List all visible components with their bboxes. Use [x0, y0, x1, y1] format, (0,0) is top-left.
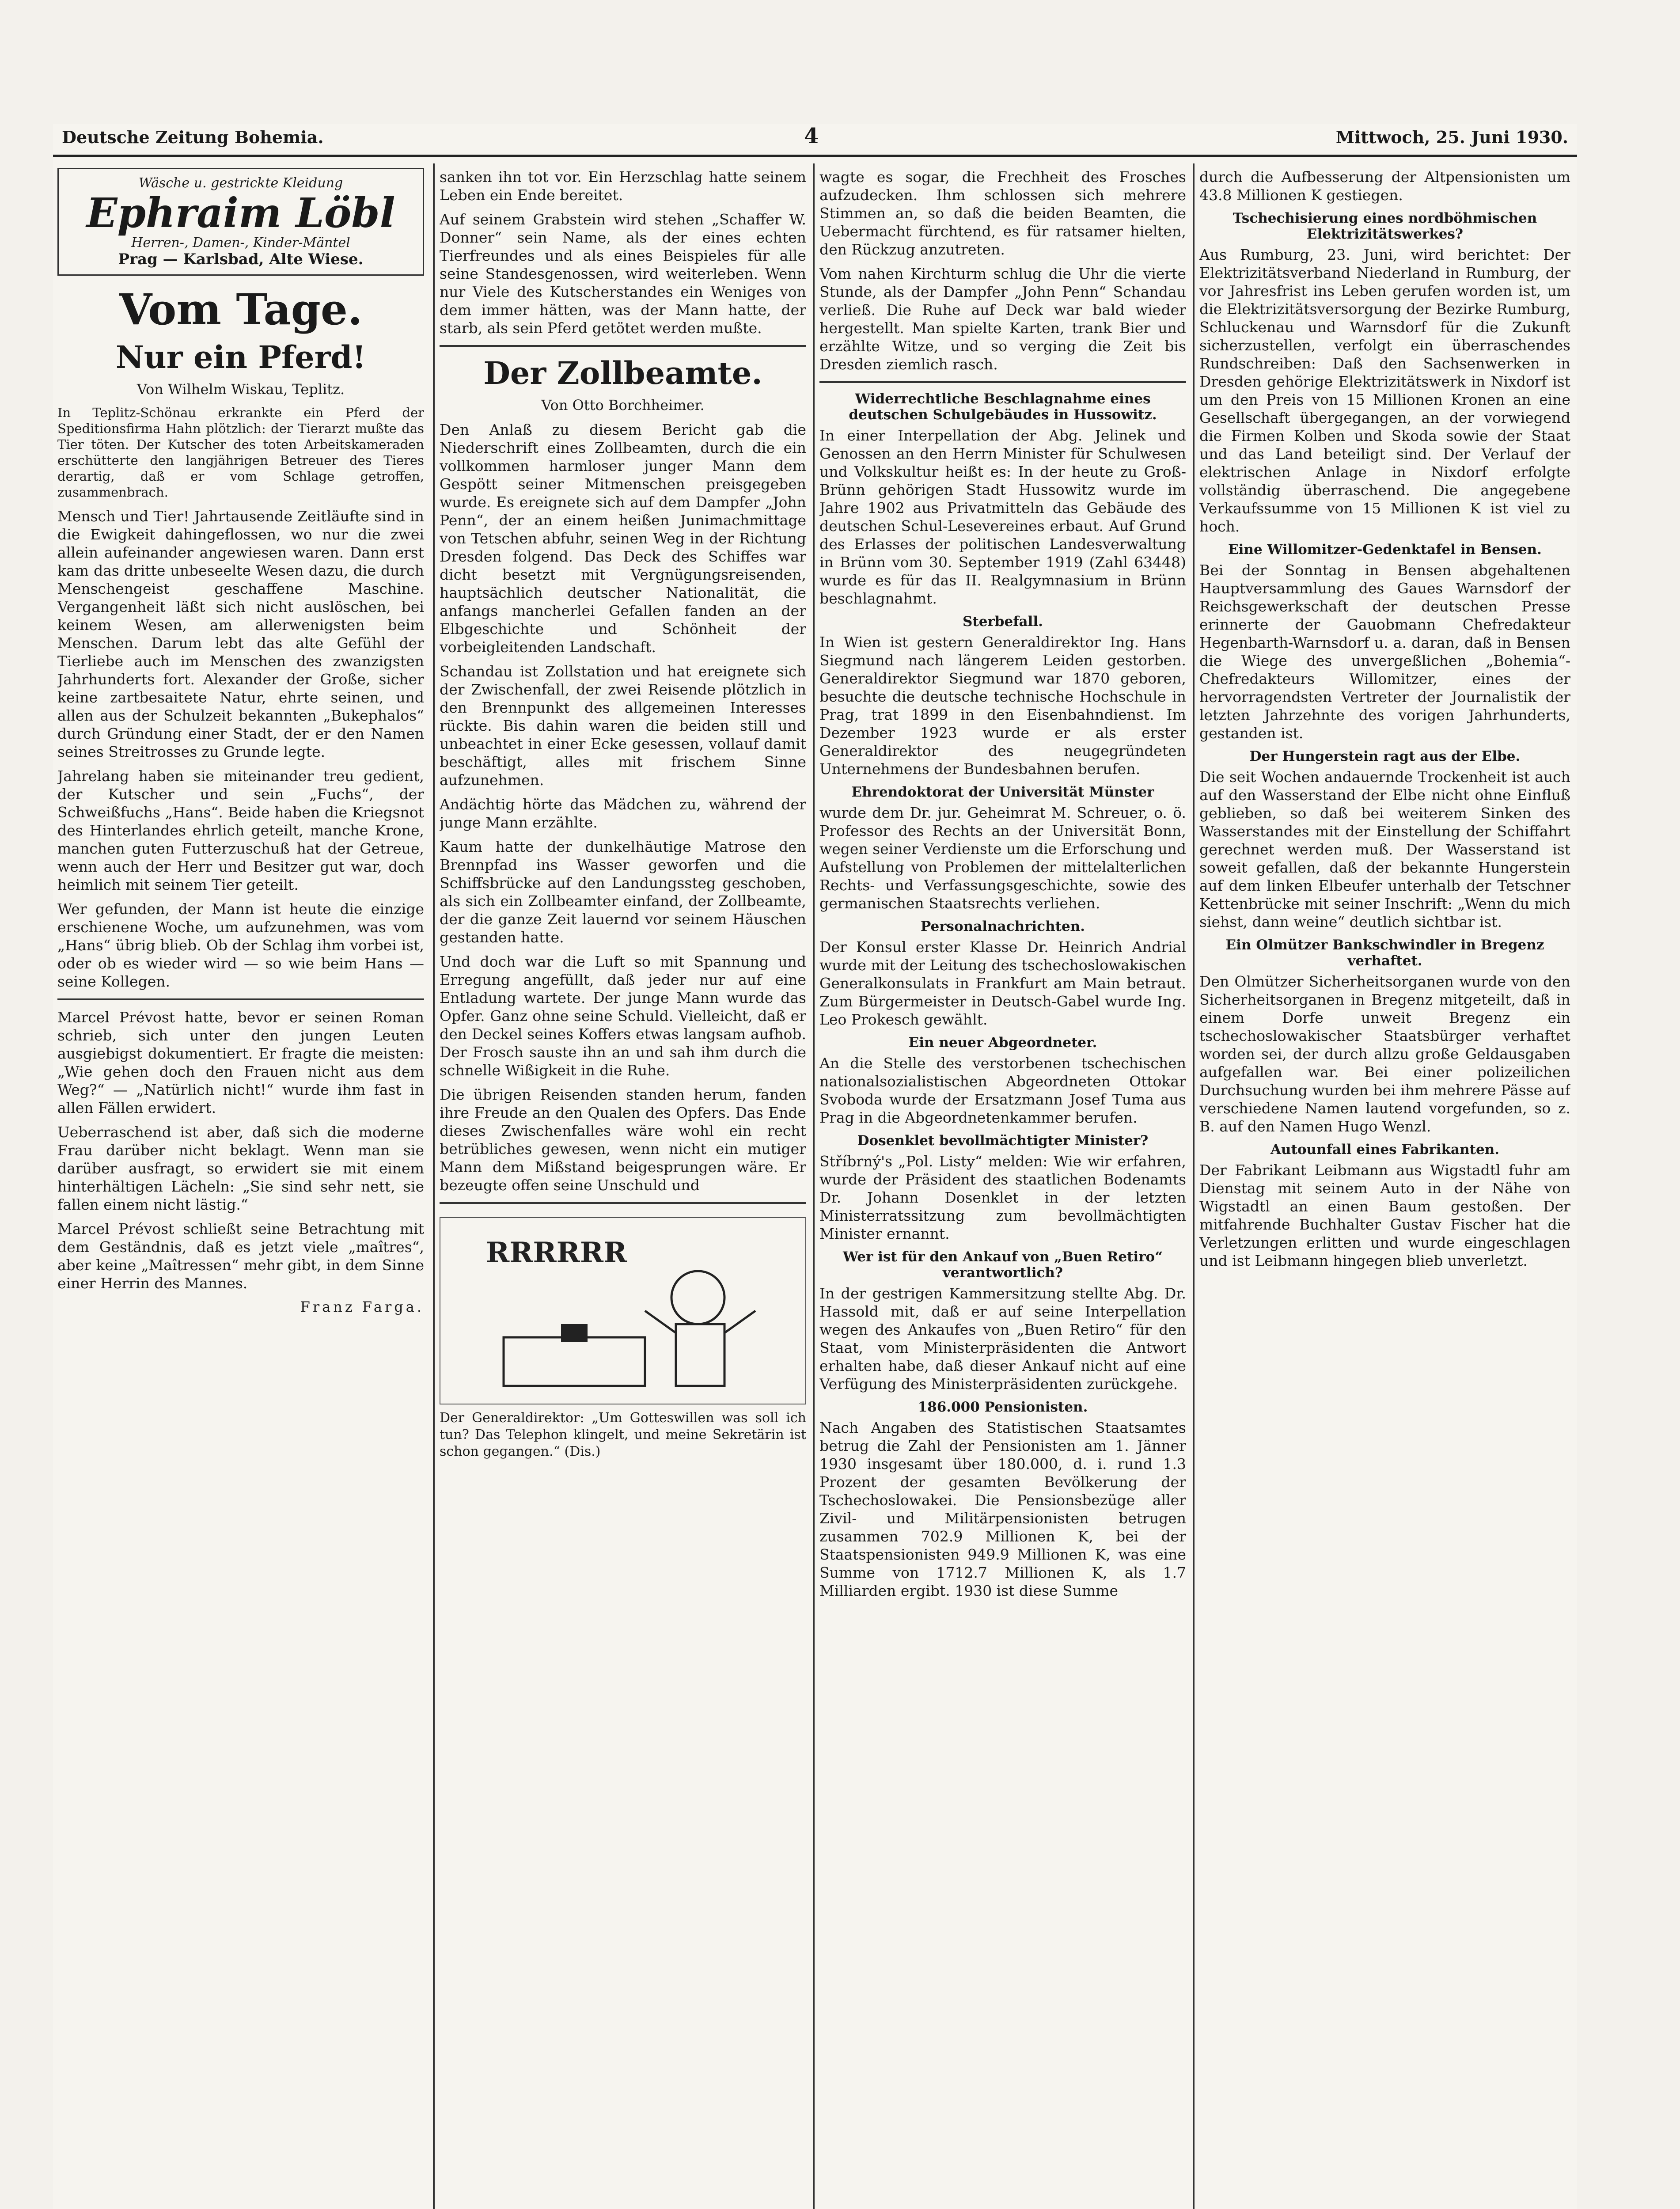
news-item-text: Stříbrný's „Pol. Listy“ melden: Wie wir erfahren, wurde der Präsident des staatlichen Bodenamts Dr. Johann Dosenklet in der letzten Ministerratssitzung zum bevollmächtigten Minister ernannt.	[819, 1153, 1186, 1242]
desk-icon	[504, 1337, 645, 1386]
man-arm-icon	[724, 1311, 755, 1333]
article-paragraph: Vom nahen Kirchturm schlug die Uhr die vierte Stunde, als der Dampfer „John Penn“ Schandau verließ. Die Ruhe auf Deck war bald wieder hergestellt. Man spielte Karten, trank Bier und erzählte Witze, und so verging die Zeit bis Dresden ziemlich rasch.	[819, 265, 1186, 373]
article-byline: Von Otto Borchheimer.	[541, 397, 705, 414]
news-item-text: Der Fabrikant Leibmann aus Wigstadtl fuhr am Dienstag mit seinem Auto in der Nähe von Wigstadtl an einen Baum gestoßen. Der mitfahrende Buchhalter Gustav Fischer hat die Verletzungen erlitten und wurde eingeschlagen und ist Leibmann hingegen blieb unverletzt.	[1199, 1161, 1570, 1269]
news-item-heading: Sterbefall.	[963, 614, 1043, 630]
man-arm-icon	[645, 1311, 676, 1333]
cartoon-caption-credit: (Dis.)	[564, 1444, 601, 1459]
news-item-heading: Der Hungerstein ragt aus der Elbe.	[1249, 748, 1521, 764]
column-1	[57, 168, 424, 2209]
article-byline: Von Wilhelm Wiskau, Teplitz.	[137, 381, 345, 398]
news-item-text: Den Olmützer Sicherheitsorganen wurde von den Sicherheitsorganen in Bregenz mitgeteilt, daß in einem Dorfe unweit Bregenz ein tschechoslowakischer Staatsbürger verhaftet worden sei, der durch allzu große Geldausgaben aufgefallen war. Bei einer polizeilichen Durchsuchung wurden bei ihm mehrere Pässe auf verschiedene Namen lautend vorgefunden, so z. B. auf den Namen Hugo Wenzl.	[1199, 973, 1570, 1135]
news-item	[819, 391, 1186, 607]
article-paragraph: Den Anlaß zu diesem Bericht gab die Niederschrift eines Zollbeamten, durch die ein vollkommen harmloser junger Mann dem Gespött seiner Mitmenschen preisgegeben wurde. Es ereignete sich auf dem Dampfer „John Penn“, der an einem heißen Junimachmittage von Tetschen abfuhr, seinen Weg in der Richtung Dresden folgend. Das Deck des Schiffes war dicht besetzt mit Vergnügungsreisenden, hauptsächlich deutscher Nationalität, die anfangs mancherlei Gefallen fanden an der Elbgeschichte und Schönheit der vorbeigleitenden Landschaft.	[440, 421, 806, 656]
article-paragraph: Die übrigen Reisenden standen herum, fanden ihre Freude an den Qualen des Opfers. Das Ende dieses Zwischenfalles wäre wohl ein recht betrübliches gewesen, wenn nicht ein mutiger Mann dem Mißstand beigesprungen wäre. Er bezeugte offen seine Unschuld und	[440, 1086, 806, 1194]
article-paragraph: Marcel Prévost schließt seine Betrachtung mit dem Geständnis, daß es jetzt viele „maîtres“, aber keine „Maîtressen“ mehr gibt, in dem Sinne einer Herrin des Mannes.	[57, 1220, 424, 1292]
column-3	[819, 168, 1186, 2209]
news-item	[819, 1249, 1186, 1393]
running-head-paper-name: Deutsche Zeitung Bohemia.	[62, 127, 324, 147]
article-paragraph: sanken ihn tot vor. Ein Herzschlag hatte seinem Leben ein Ende bereitet.	[440, 168, 806, 204]
running-head	[53, 124, 1577, 157]
divider	[440, 345, 806, 347]
ad-brand: Ephraim Löbl	[86, 189, 395, 237]
column-4	[1199, 168, 1570, 2209]
ad-tagline-bottom: Herren-, Damen-, Kinder-Mäntel	[131, 235, 350, 251]
cartoon-caption-text: Der Generaldirektor: „Um Gotteswillen was soll ich tun? Das Telephon klingelt, und meine Sekretärin ist schon gegangen.“	[440, 1410, 806, 1459]
telephone-icon	[561, 1324, 588, 1342]
news-item-text: In einer Interpellation der Abg. Jelinek und Genossen an den Herrn Minister für Schulwesen und Volkskultur heißt es: In der heute zu Groß-Brünn gehörigen Stadt Hussowitz wurde im Jahre 1902 aus Privatmitteln das Gebäude des deutschen Schul-Lesevereines erbaut. Auf Grund des Erlasses der politischen Landesverwaltung in Brünn vom 30. September 1919 (Zahl 63448) wurde es für das II. Realgymnasium in Brünn beschlagnahmt.	[819, 427, 1186, 607]
ad-tagline-top: Wäsche u. gestrickte Kleidung	[138, 175, 343, 191]
news-item-text: Nach Angaben des Statistischen Staatsamtes betrug die Zahl der Pensionisten am 1. Jänner 1930 insgesamt über 180.000, d. i. rund 1.3 Prozent der gesamten Bevölkerung der Tschechoslowakei. Die Pensionsbezüge aller Zivil- und Militärpensionisten betrugen zusammen 702.9 Millionen K, bei der Staatspensionisten 949.9 Millionen K, was eine Summe von 1712.7 Millionen K, als 1.7 Milliarden ergibt. 1930 ist diese Summe	[819, 1419, 1186, 1599]
divider	[819, 381, 1186, 383]
news-item	[1199, 748, 1570, 931]
newspaper-page	[53, 124, 1577, 2209]
cartoon-illustration	[440, 1217, 806, 1404]
column-rule	[1193, 163, 1195, 2209]
news-item	[819, 1133, 1186, 1243]
divider	[57, 998, 424, 1000]
article-paragraph: Auf seinem Grabstein wird stehen „Schaffer W. Donner“ sein Name, als der eines echten Tierfreundes und als eines Beispieles für alle seine Standesgenossen, wird weiterleben. Wenn nur Viele des Kutscherstandes ein Weniges von dem immer hätten, was der Mann hatte, der starb, als sein Pferd getötet werden mußte.	[440, 211, 806, 337]
news-item-heading: Ein neuer Abgeordneter.	[908, 1035, 1097, 1051]
news-item-text: In Wien ist gestern Generaldirektor Ing. Hans Siegmund nach längerem Leiden gestorben. Generaldirektor Siegmund war 1870 geboren, besuchte die deutsche technische Hochschule in Prag, trat 1899 in den Eisenbahndienst. Im Dezember 1923 wurde er als erster Generaldirektor des neugegründeten Unternehmens der Bundesbahnen berufen.	[819, 634, 1186, 778]
news-item-heading: 186.000 Pensionisten.	[918, 1399, 1088, 1415]
ad-cities: Prag — Karlsbad, Alte Wiese.	[118, 251, 364, 268]
news-item	[819, 1035, 1186, 1127]
column-rule	[813, 163, 815, 2209]
man-body-icon	[676, 1324, 724, 1386]
news-item-text: Der Konsul erster Klasse Dr. Heinrich Andrial wurde mit der Leitung des tschechoslowakischen Generalkonsulats in Frankfurt am Main betraut. Zum Bürgermeister in Deutsch-Gabel wurde Ing. Leo Prokesch gewählt.	[819, 938, 1186, 1028]
news-item	[819, 919, 1186, 1029]
news-item-heading: Autounfall eines Fabrikanten.	[1270, 1142, 1500, 1158]
news-item-heading: Ehrendoktorat der Universität Münster	[851, 784, 1154, 800]
news-item	[1199, 937, 1570, 1135]
news-item-heading: Personalnachrichten.	[921, 919, 1085, 934]
news-item	[1199, 210, 1570, 535]
article-intro: In Teplitz-Schönau erkrankte ein Pferd der Speditionsfirma Hahn plötzlich: der Tierarzt mußte das Tier töten. Der Kutscher des toten Arbeitskameraden erschütterte den langjährigen Betreuer des Tieres derartig, daß er vom Schlage getroffen, zusammenbrach.	[57, 405, 424, 500]
advertisement	[57, 168, 424, 276]
article-paragraph: Schandau ist Zollstation und hat ereignete sich der Zwischenfall, der zwei Reisende plötzlich in den Brennpunkt des allgemeinen Interesses rückte. Bis dahin waren die beiden still und unbeachtet in einer Ecke gesessen, vollauf damit beschäftigt, alles mit frischem Sinne aufzunehmen.	[440, 663, 806, 789]
running-head-date: Mittwoch, 25. Juni 1930.	[1335, 127, 1568, 147]
article-paragraph: Mensch und Tier! Jahrtausende Zeitläufte sind in die Ewigkeit dahingeflossen, wo nur die zwei allein aufeinander angewiesen waren. Dann erst kam das dritte unbeseelte Wesen dazu, die durch Menschengeist geschaffene Maschine. Vergangenheit läßt sich nicht auslöschen, bei keinem Wesen, am allerwenigsten beim Menschen. Darum lebt das alte Gefühl der Tierliebe auch im Menschen des zwanzigsten Jahrhunderts fort. Alexander der Große, sicher keine zartbesaitete Natur, ehrte seinen, und allen aus der Schulzeit bekannten „Bukephalos“ durch Gründung einer Stadt, der er den Namen seines Streitrosses zu Grunde legte.	[57, 508, 424, 760]
column-rule	[433, 163, 435, 2209]
news-item-text: An die Stelle des verstorbenen tschechischen nationalsozialistischen Abgeordneten Ottokar Svoboda wurde der Ersatzmann Josef Tuma aus Prag in die Abgeordnetenkammer berufen.	[819, 1055, 1186, 1126]
man-head-icon	[671, 1271, 724, 1324]
news-item-heading: Eine Willomitzer-Gedenktafel in Bensen.	[1228, 542, 1542, 558]
news-item	[1199, 542, 1570, 742]
news-item-heading: Wer ist für den Ankauf von „Buen Retiro“ verantwortlich?	[842, 1249, 1163, 1281]
divider	[440, 1202, 806, 1204]
page-number: 4	[804, 124, 819, 148]
news-item-text: Aus Rumburg, 23. Juni, wird berichtet: Der Elektrizitätsverband Niederland in Rumburg, der vor Jahresfrist ins Leben gerufen worden ist, um die Elektrizitätsversorgung der Bezirke Rumburg, Schluckenau und Warnsdorf für die Zukunft sicherzustellen, verfolgt ein überraschendes Rundschreiben: Daß den Sachsenwerken in Dresden gehörige Elektrizitätswerk in Nixdorf ist um den Preis von 15 Millionen Kronen an eine Gesellschaft übergegangen, an der vorwiegend die Firmen Kolben und Skoda sowie der Staat und das Land beteiligt sind. Der Verlauf der elektrischen Anlage in Nixdorf erfolgte vollständig überraschend. Die angegebene Verkaufssumme von 15 Millionen K ist viel zu hoch.	[1199, 246, 1570, 535]
news-item-text: Bei der Sonntag in Bensen abgehaltenen Hauptversammlung des Gaues Warnsdorf der Reichsgewerkschaft der deutschen Presse erinnerte der Gauobmann Chefredakteur Hegenbarth-Warnsdorf u. a. daran, daß in Bensen die Wiege des unvergeßlichen „Bohemia“-Chefredakteurs Willomitzer, eines der hervorragendsten Vertreter der Journalistik der letzten Jahrzehnte des vorigen Jahrhunderts, gestanden ist.	[1199, 562, 1570, 742]
news-item-heading: Ein Olmützer Bankschwindler in Bregenz verhaftet.	[1225, 937, 1544, 969]
news-item	[1199, 1142, 1570, 1270]
news-item-text: Die seit Wochen andauernde Trockenheit ist auch auf den Wasserstand der Elbe nicht ohne Einfluß geblieben, so daß bei weiterem Sinken des Wasserstandes mit der Einstellung der Schiffahrt gerechnet werden muß. Der Wasserstand ist soweit gefallen, daß der bekannte Hungerstein auf dem linken Elbeufer unterhalb der Tetschner Kettenbrücke mit seiner Inschrift: „Wenn du mich siehst, dann weine“ deutlich sichtbar ist.	[1199, 768, 1570, 930]
article-paragraph: Ueberraschend ist aber, daß sich die moderne Frau darüber nicht beklagt. Wenn man sie darüber ausfragt, so erwidert sie mit einem hinterhältigen Lächeln: „Sie sind sehr nett, sie fallen einem nicht lästig.“	[57, 1123, 424, 1213]
news-item-text: wurde dem Dr. jur. Geheimrat M. Schreuer, o. ö. Professor des Rechts an der Universität Bonn, wegen seiner Verdienste um die Erforschung und Aufstellung von Problemen der mittelalterlichen Rechts- und Verfassungsgeschichte, sowie des germanischen Staatsrechts verliehen.	[819, 804, 1186, 912]
article-paragraph: Wer gefunden, der Mann ist heute die einzige erschienene Woche, um aufzunehmen, was vom „Hans“ übrig blieb. Ob der Schlag ihm vorbei ist, oder ob es wieder wird — so wie beim Hans — seine Kollegen.	[57, 900, 424, 990]
cartoon-caption	[440, 1410, 806, 1460]
cartoon-sound-text: RRRRRR	[486, 1236, 627, 1269]
article-paragraph: wagte es sogar, die Frechheit des Frosches aufzudecken. Ihm schlossen sich mehrere Stimmen an, so daß die beiden Beamten, die Uebermacht fürchtend, es für ratsamer hielten, den Rückzug anzutreten.	[819, 168, 1186, 258]
article-title: Nur ein Pferd!	[115, 339, 366, 376]
article-title: Der Zollbeamte.	[483, 355, 762, 391]
news-item	[819, 784, 1186, 912]
article-paragraph: durch die Aufbesserung der Altpensionisten um 43.8 Millionen K gestiegen.	[1199, 168, 1570, 204]
cartoon-drawing	[451, 1222, 795, 1399]
news-item-heading: Tschechisierung eines nordböhmischen Elektrizitätswerkes?	[1233, 210, 1537, 242]
section-heading: Vom Tage.	[119, 285, 363, 334]
article-signature: Franz Farga.	[300, 1298, 424, 1315]
article-paragraph: Jahrelang haben sie miteinander treu gedient, der Kutscher und sein „Fuchs“, der Schweißfuchs „Hans“. Beide haben die Kriegsnot des Hinterlandes ehrlich geteilt, manche Krone, manchen guten Futterzuschuß hat der Getreue, wenn auch der Herr und Besitzer gut war, doch heimlich mit seinem Tier geteilt.	[57, 767, 424, 893]
article-paragraph: Und doch war die Luft so mit Spannung und Erregung angefüllt, daß jeder nur auf eine Entladung wartete. Der junge Mann wurde das Opfer. Ganz ohne seine Schuld. Vielleicht, daß er den Deckel seines Koffers etwas langsam aufhob. Der Frosch sauste ihn an und sah ihm durch die schnelle Wißigkeit in die Ruhe.	[440, 953, 806, 1079]
article-paragraph: Kaum hatte der dunkelhäutige Matrose den Brennpfad ins Wasser geworfen und die Schiffsbrücke auf den Landungssteg geschoben, als sich ein Zollbeamter einfand, der Zollbeamte, der die ganze Zeit lauernd vor seinem Häuschen gestanden hatte.	[440, 838, 806, 946]
column-2	[440, 168, 806, 2209]
news-item-text: In der gestrigen Kammersitzung stellte Abg. Dr. Hassold mit, daß er auf seine Interpellation wegen des Ankaufes von „Buen Retiro“ für den Staat, vom Ministerpräsidenten die Antwort erhalten habe, daß dieser Ankauf nicht auf eine Verfügung des Ministerpräsidenten zurückgehe.	[819, 1285, 1186, 1393]
news-item-heading: Widerrechtliche Beschlagnahme eines deutschen Schulgebäudes in Hussowitz.	[849, 391, 1157, 423]
news-item	[819, 614, 1186, 778]
news-item-heading: Dosenklet bevollmächtigter Minister?	[857, 1133, 1149, 1149]
article-paragraph: Marcel Prévost hatte, bevor er seinen Roman schrieb, sich unter den jungen Leuten ausgiebigst dokumentiert. Er fragte die meisten: „Wie gehen doch den Frauen nicht aus dem Weg?“ — „Natürlich nicht!“ wurde ihm fast in allen Fällen erwidert.	[57, 1009, 424, 1116]
news-item	[819, 1399, 1186, 1600]
article-paragraph: Andächtig hörte das Mädchen zu, während der junge Mann erzählte.	[440, 796, 806, 831]
